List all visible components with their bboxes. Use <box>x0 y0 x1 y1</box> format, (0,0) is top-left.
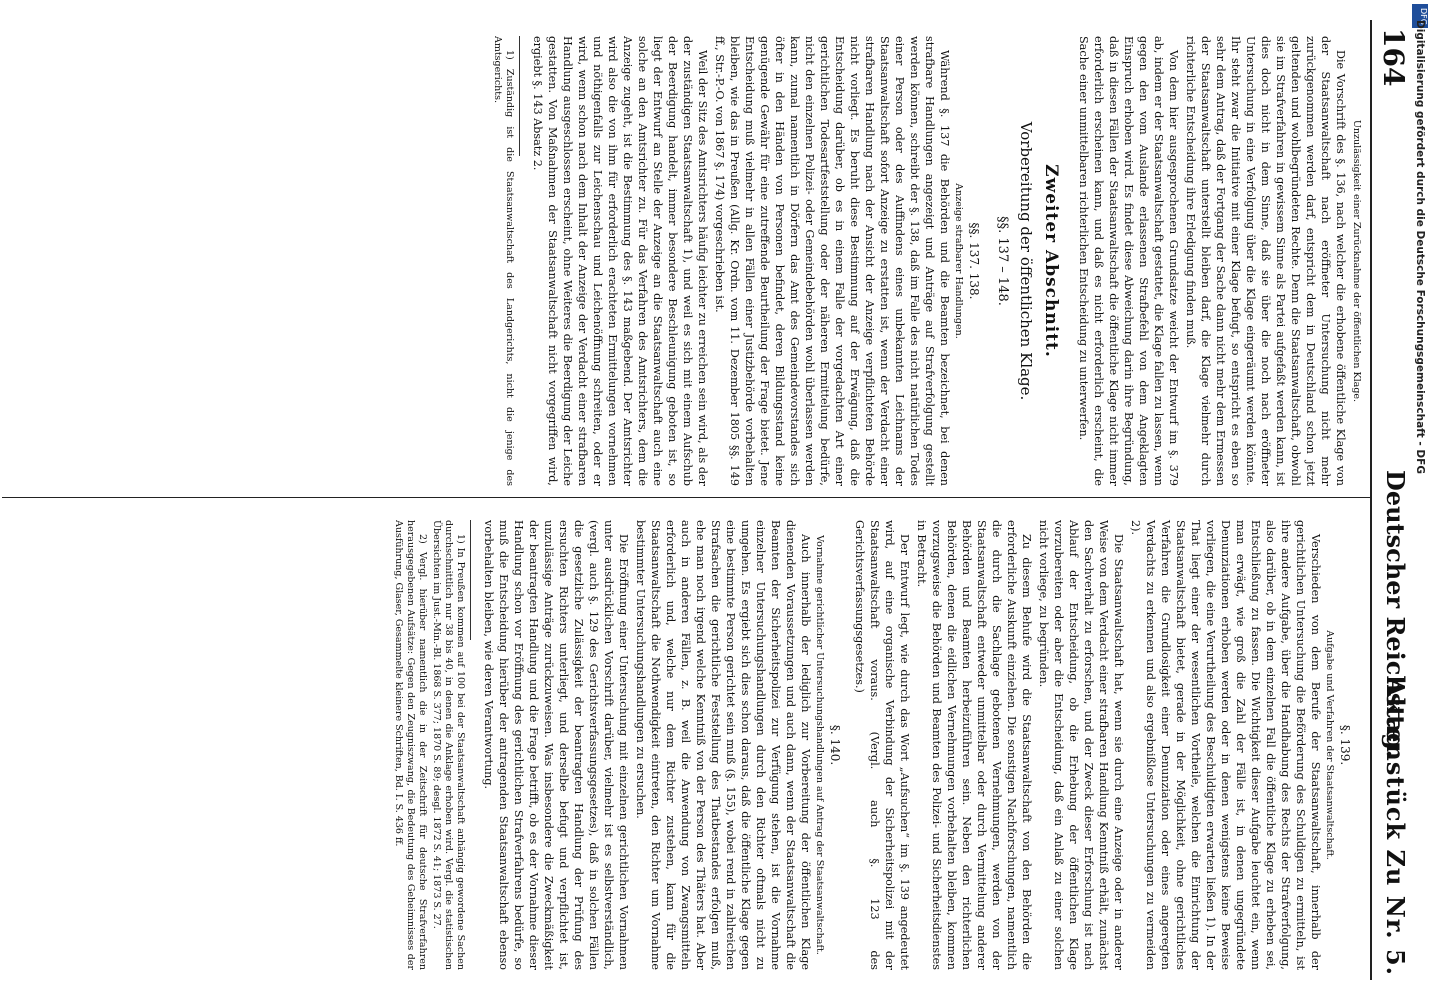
right-paragraph: Der Entwurf legt, wie durch das Wort „Aufsuchen“ im §. 139 angedeutet wird, auf eine organische Verbindung der Sicherheitspolizei mit der Staatsanwaltschaft voraus. (Vergl. auch §. 123 des Gerichtsverfassungsgesetzes.) <box>853 520 911 970</box>
footnote-rule <box>470 520 471 640</box>
right-running-title: Aktenstück Zu Nr. 5. <box>1381 677 1410 976</box>
right-paragraph: Die Eröffnung einer Untersuchung mit einzelnen gerichtlichen Vornahmen unter ausdrücklichen Vorschrift darüber, vielmehr ist es selbstverständlich, (vergl. auch §. 129 des Gerichtsverfassungsgesetzes), daß in solchen Fällen die gesetzliche Zulässigkeit der beantragten Handlung der Prüfung des ersuchten Richters unterliegt, und derselbe befugt und verpflichtet ist, unzulässige Anträge zurückzuweisen. Was insbesondere die Zweckmäßigkeit der beantragten Handlung und die Frage betrifft, ob es der Vornahme dieser Handlung schon vor Eröffnung des gerichtlichen Strafverfahrens bedürfe, so muß die Entscheidung hierüber der antragenden Staatsanwaltschaft ebenso vorbehalten bleiben, wie deren Verantwortung. <box>482 520 630 970</box>
page-number: 164 <box>1377 28 1410 87</box>
footnote: 1) Zuständig ist die Staatsanwaltschaft des Landgerichts, nicht die jenige des Amtsgerichts. <box>492 36 515 486</box>
right-paragraph: Verschieden von dem Berufe der Staatsanwaltschaft, innerhalb der gerichtlichen Untersuchung die Beförderung des Schuldigen zu ermitteln, ist ihre andere Aufgabe, über die Handhabung des Rechts der Strafverfolgung, also darüber, ob in dem einzelnen Fall die öffentliche Klage zu erheben sei, Entschließung zu fassen. Die Wichtigkeit dieser Aufgabe leuchtet ein, wenn man erwägt, wie groß die Zahl der Fälle ist, in denen ungegründete Denunziationen erhoben werden oder in denen wenigstens keine Beweise vorliegen, die eine Verurtheilung des Beschuldigten erwarten ließen 1). In der That liegt einer der wesentlichen Vortheile, welchen die Einrichtung der Staatsanwaltschaft bietet, gerade in der Möglichkeit, ohne gerichtliches Verfahren die Grundlosigkeit einer Denunziation oder eines angeregten Verdachts zu erkennen und also ergebnißlose Untersuchungen zu vermeiden 2). <box>1129 520 1322 970</box>
right-paragraph: Zu diesem Behufe wird die Staatsanwaltschaft von den Behörden die erforderliche Auskunft einziehen. Die sonstigen Nachforschungen, namentlich die durch die Sachlage gebotenen Vernehmungen, werden von der Staatsanwaltschaft entweder unmittelbar oder durch Vermittelung anderer Behörden und Beamten herbeizuführen sein. Neben den richterlichen Behörden, denen die eidlichen Vernehmungen vorbehalten bleiben, kommen vorzugsweise die Behörden und Beamten des Polizei- und Sicherheitsdienstes in Betracht. <box>915 520 1033 970</box>
right-column <box>390 520 1362 970</box>
left-running-title: Deutscher Reichstag. <box>1381 470 1410 759</box>
left-paragraph: Weil der Sitz des Amtsrichters häufig leichter zu erreichen sein wird, als der der zuständigen Staatsanwaltschaft 1), und weil es sich mit einem Aufschub der Beerdigung handelt, immer besondere Beschleunigung geboten ist, so liegt der Entwurf an Stelle der Anzeige an die Staatsanwaltschaft auch eine solche an den Amtsrichter zu. Für das Verfahren des Amtsrichters, dem die Anzeige zugeht, ist die Bestimmung des §. 143 maßgebend. Der Amtsrichter wird also die von ihm für erforderlich erachteten Ermittelungen vornehmen und nöthigenfalls zur Leichenschau und Leichenöffnung schreiten, oder er wird, wenn schon nach dem Inhalt der Anzeige der Verdacht einer strafbaren Handlung ausgeschlossen erscheint, ohne Weiteres die Beerdigung der Leiche gestatten. Von Maßnahmen der Staatsanwaltschaft nicht vorgegriffen wird, ergiebt §. 143 Absatz 2. <box>531 36 709 486</box>
digitization-note <box>1412 20 1426 980</box>
header-rule <box>1370 20 1372 980</box>
section-title: Zweiter Abschnitt. <box>1041 164 1061 358</box>
paragraph-heading: §. 139. <box>1338 724 1352 766</box>
paragraph-caption: Vornahme gerichtlicher Untersuchungshandlungen auf Antrag der Staatsanwaltschaft. <box>814 535 825 955</box>
left-paragraph: Während §. 137 die Behörden und die Beamten bezeichnet, bei denen strafbare Handlungen angezeigt und Anträge auf Strafverfolgung gestellt werden können, schreibt der §. 138, daß im Falle des nicht natürlichen Todes einer Person oder des Auffindens eines unbekannten Leichnams der Staatsanwaltschaft sofort Anzeige zu erstatten ist, wenn der Verdacht einer strafbaren Handlung nach der Ansicht der Anzeige verpflichteten Behörde nicht vorliegt. Es beruht diese Bestimmung auf der Erwägung, daß die Entscheidung darüber, ob es in einem Falle der vorgedachten Art einer gerichtlichen Todesartfeststellung oder der näheren Ermittelung bedürfe, nicht den einzelnen Polizei- oder Gemeindebehörden wohl überlassen werden kann, zumal namentlich in Dörfern das Amt des Gemeindevorstandes sich öfter in den Händen von Personen befindet, deren Bildungsstand keine genügende Gewähr für eine zutreffende Beurtheilung der Frage bietet. Jene Entscheidung muß vielmehr in allen Fällen einer Justizbehörde vorbehalten bleiben, wie das in Preußen (Allg. Kr. Ordn. vom 11. Dezember 1805 §§. 149 ff., Str.-P.-O. von 1867 §. 174) vorgeschrieben ist. <box>713 36 951 486</box>
section-range: §§. 137 – 148. <box>995 216 1010 306</box>
paragraph-caption: Anzeige strafbarer Handlungen. <box>953 183 964 339</box>
right-paragraph: Die Staatsanwaltschaft hat, wenn sie durch eine Anzeige oder in anderer Weise von dem Verdacht einer strafbaren Handlung Kenntniß erhält, zunächst den Sachverhalt zu erforschen, und der Zweck dieser Erforschung ist nach Ablauf der Entscheidung, ob die Erhebung der öffentlichen Klage vorzubereiten oder aber die Entscheidung, daß ein Anlaß zu einer solchen nicht vorliege, zu begründen. <box>1037 520 1125 970</box>
section-subtitle: Vorbereitung der öffentlichen Klage. <box>1017 121 1035 401</box>
digitization-note-text: Digitalisierung gefördert durch die Deutsche Forschungsgemeinschaft - DFG <box>1414 20 1426 474</box>
footnote-rule <box>519 36 520 156</box>
paragraph-heading: §. 140. <box>828 724 842 766</box>
left-paragraph: Von dem hier ausgesprochenen Grundsatze weicht der Entwurf im §. 379 ab, indem er der Staatsanwaltschaft gestattet, die Klage fallen zu lassen, wenn gegen den vom Auslande erlassenen Strafbefehl von dem Angeklagten Einspruch erhoben wird. Es findet diese Abweichung darin ihre Begründung, daß in diesen Fällen der Staatsanwaltschaft die öffentliche Klage nicht immer erforderlich erscheinen kann, und daß es nicht erforderlich erscheint, die Sache einer unmittelbaren richterlichen Entscheidung zu unterwerfen. <box>1077 36 1180 486</box>
left-top-caption: Unzulässigkeit einer Zurücknahme der öffentlichen Klage. <box>1351 119 1362 403</box>
paragraph-caption: Aufgabe und Verfahren der Staatsanwaltschaft. <box>1324 630 1335 860</box>
left-paragraph: Die Vorschrift des §. 136, nach welcher die erhobene öffentliche Klage von der Staatsanwaltschaft nach eröffneter Untersuchung nicht mehr zurückgenommen werden darf, entspricht dem in Deutschland schon jetzt geltenden und wohlbegründeten Rechte. Denn die Staatsanwaltschaft, obwohl sie im Strafverfahren in gewissem Sinne als Partei aufgefaßt werden kann, ist dies doch nicht in dem Sinne, daß sie über die noch nach eröffneter Untersuchung in eine Verfolgung über die Klage eingeräumt werden könnte. Ihr steht zwar die Initiative mit einer Klage befugt, so entspricht es eben so sehr dem Antrag, daß der Fortgang der Sache dann nicht mehr dem Ermessen der Staatsanwaltschaft unterstellt bleiben darf, die Klage vielmehr durch richterliche Entscheidung ihre Erledigung finden muß. <box>1184 36 1347 486</box>
footnote: 2) Vergl. hierüber namentlich die in der Zeitschrift für deutsche Strafverfahren herausgegebenen Aufsätze: Gegen den Zeugniszwang, die Bedeutung des Geheimnisses der Ausführung, Glaser, Gesammelte kleinere Schriften, Bd. I. S. 436 ff. <box>393 520 428 970</box>
column-divider <box>2 497 1372 498</box>
right-paragraph: Auch innerhalb der lediglich zur Vorbereitung der öffentlichen Klage dienenden Voraussetzungen und auch dann, wenn der Staatsanwaltschaft die Beamten der Sicherheitspolizei zur Verfügung stehen, ist die Vornahme einzelner Untersuchungshandlungen durch den Richter oftmals nicht zu umgehen. Es ergiebt sich dies schon daraus, daß die öffentliche Klage gegen eine bestimmte Person gerichtet sein muß (§. 155), wobei rend in zahlreichen Strafsachen die gerichtliche Feststellung des Thatbestandes erfolgen muß, ehe man noch irgend welche Kenntniß von der Person des Thäters hat. Aber auch in anderen Fällen, z. B. weil die Anwendung von Zwangsmitteln erforderlich und, welche nur dem Richter zustehen, kann für die Staatsanwaltschaft die Nothwendigkeit eintreten, den Richter um Vornahme bestimmter Untersuchungshandlungen zu ersuchen. <box>634 520 812 970</box>
dfg-logo: DFG <box>1412 4 1428 28</box>
footnote: 1) In Preußen kommen auf 100 bei der Staatsanwaltschaft anhängig gewordene Sachen durchschnittlich nur 38 bis 40, in denen die Anklage erhoben wird. Vergl. die statistischen Übersichten im Just.-Min.-Bl. 1868 S. 377; 1870 S. 89; desgl. 1872 S. 41; 1873 S. 27. <box>431 520 466 970</box>
paragraph-heading: §§. 137. 138. <box>967 222 981 300</box>
left-column <box>489 36 1362 486</box>
